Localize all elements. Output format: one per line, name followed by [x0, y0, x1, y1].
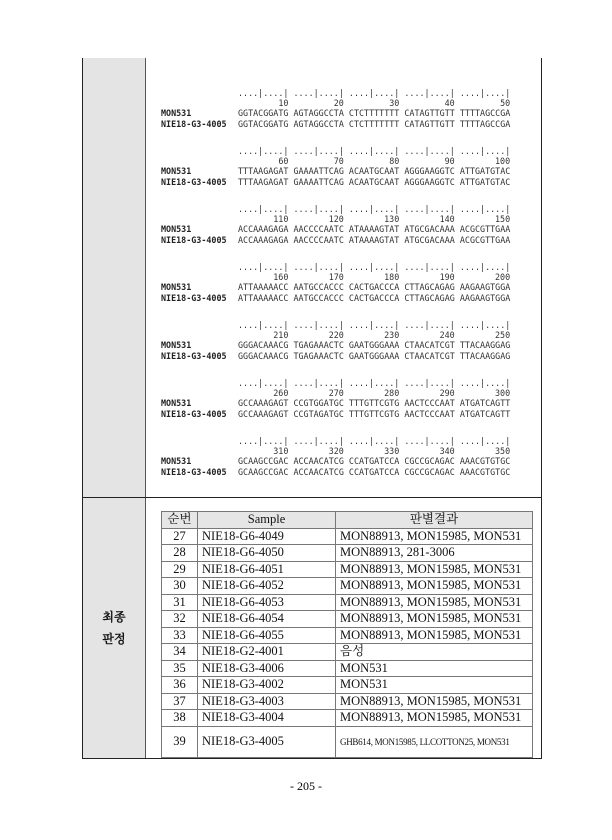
detection-result: MON88913, MON15985, MON531	[336, 710, 533, 727]
position-ruler: ....|....| ....|....| ....|....| ....|....| ....|....|	[238, 88, 511, 98]
position-tick: 210	[273, 330, 289, 340]
sequence-row: GCAAGCCGAC ACCAACATCG CCATGATCCA CGCCGCAGAC AAACGTGTGC	[238, 456, 511, 466]
position-ruler: ....|....| ....|....| ....|....| ....|....| ....|....|	[238, 262, 511, 272]
label-column	[83, 58, 146, 758]
position-tick: 340	[439, 446, 455, 456]
table-row	[162, 677, 533, 694]
table-row	[162, 710, 533, 727]
sequence-label: NIE18-G3-4005	[161, 293, 227, 303]
position-tick: 190	[439, 272, 455, 282]
sequence-row: TTTAAGAGAT GAAAATTCAG ACAATGCAAT AGGGAAGGTC ATTGATGTAC	[238, 177, 511, 187]
position-tick: 270	[328, 388, 344, 398]
detection-result: MON531	[336, 677, 533, 694]
detection-result: MON88913, MON15985, MON531	[336, 594, 533, 611]
position-tick: 90	[444, 156, 455, 166]
position-tick: 140	[439, 214, 455, 224]
sample-id: NIE18-G6-4052	[198, 578, 336, 595]
position-tick: 170	[328, 272, 344, 282]
sequence-row: ATTAAAAACC AATGCCACCC CACTGACCCA CTTAGCAGAG AAGAAGTGGA	[238, 282, 511, 292]
position-tick: 100	[495, 156, 511, 166]
sequence-row: ACCAAAGAGA AACCCCAATC ATAAAAGTAT ATGCGACAAA ACGCGTTGAA	[238, 235, 511, 245]
detection-result: MON88913, 281-3006	[336, 545, 533, 562]
header-result: 판별결과	[336, 512, 533, 529]
row-number: 34	[162, 644, 198, 661]
position-ruler: ....|....| ....|....| ....|....| ....|....| ....|....|	[238, 320, 511, 330]
table-row	[162, 545, 533, 562]
position-ruler: ....|....| ....|....| ....|....| ....|....| ....|....|	[238, 204, 511, 214]
sample-id: NIE18-G6-4049	[198, 528, 336, 545]
sample-id: NIE18-G3-4002	[198, 677, 336, 694]
sequence-label: MON531	[161, 108, 192, 118]
row-number: 36	[162, 677, 198, 694]
position-tick: 60	[278, 156, 289, 166]
table-row	[162, 644, 533, 661]
detection-result: MON88913, MON15985, MON531	[336, 528, 533, 545]
table-row	[162, 693, 533, 710]
sequence-row: GCCAAAGAGT CCGTAGATGC TTTGTTCGTG AACTCCCAAT ATGATCAGTT	[238, 409, 511, 419]
sequence-row: GGTACGGATG AGTAGGCCTA CTCTTTTTTT CATAGTTGTT TTTTAGCCGA	[238, 119, 511, 129]
row-number: 39	[162, 726, 198, 757]
position-tick: 310	[273, 446, 289, 456]
sample-id: NIE18-G6-4053	[198, 594, 336, 611]
sequence-row: GGGACAAACG TGAGAAACTC GAATGGGAAA CTAACATCGT TTACAAGGAG	[238, 340, 511, 350]
table-row	[162, 660, 533, 677]
row-number: 32	[162, 611, 198, 628]
position-tick: 30	[389, 98, 400, 108]
position-tick: 160	[273, 272, 289, 282]
sequence-label: MON531	[161, 456, 192, 466]
position-tick: 40	[444, 98, 455, 108]
detection-result: MON88913, MON15985, MON531	[336, 693, 533, 710]
header-sample: Sample	[198, 512, 336, 529]
final-verdict-label	[83, 606, 145, 650]
sequence-label: NIE18-G3-4005	[161, 119, 227, 129]
sequence-label: MON531	[161, 398, 192, 408]
table-header-row	[162, 512, 533, 529]
position-tick: 150	[495, 214, 511, 224]
sequence-row: GGTACGGATG AGTAGGCCTA CTCTTTTTTT CATAGTTGTT TTTTAGCCGA	[238, 108, 511, 118]
position-tick: 70	[333, 156, 344, 166]
position-tick: 130	[384, 214, 400, 224]
sample-id: NIE18-G3-4005	[198, 726, 336, 757]
table-row	[162, 578, 533, 595]
sample-id: NIE18-G3-4006	[198, 660, 336, 677]
position-tick: 230	[384, 330, 400, 340]
sample-id: NIE18-G6-4051	[198, 561, 336, 578]
row-number: 38	[162, 710, 198, 727]
table-row	[162, 561, 533, 578]
row-number: 29	[162, 561, 198, 578]
position-tick: 50	[500, 98, 511, 108]
position-tick: 10	[278, 98, 289, 108]
table-row	[162, 726, 533, 757]
sequence-row: GCCAAAGAGT CCGTGGATGC TTTGTTCGTG AACTCCCAAT ATGATCAGTT	[238, 398, 511, 408]
table-row	[162, 611, 533, 628]
position-tick: 180	[384, 272, 400, 282]
row-number: 30	[162, 578, 198, 595]
sample-id: NIE18-G6-4055	[198, 627, 336, 644]
detection-result: 음성	[336, 644, 533, 661]
sequence-row: ACCAAAGAGA AACCCCAATC ATAAAAGTAT ATGCGACAAA ACGCGTTGAA	[238, 224, 511, 234]
position-ruler: ....|....| ....|....| ....|....| ....|....| ....|....|	[238, 146, 511, 156]
sequence-label: MON531	[161, 166, 192, 176]
sequence-label: MON531	[161, 224, 192, 234]
position-tick: 120	[328, 214, 344, 224]
table-row	[162, 627, 533, 644]
position-tick: 280	[384, 388, 400, 398]
position-ruler: ....|....| ....|....| ....|....| ....|....| ....|....|	[238, 378, 511, 388]
row-number: 37	[162, 693, 198, 710]
position-tick: 350	[495, 446, 511, 456]
sequence-row: ATTAAAAACC AATGCCACCC CACTGACCCA CTTAGCAGAG AAGAAGTGGA	[238, 293, 511, 303]
row-number: 27	[162, 528, 198, 545]
results-table	[161, 511, 533, 758]
detection-result: MON88913, MON15985, MON531	[336, 578, 533, 595]
row-number: 33	[162, 627, 198, 644]
position-tick: 80	[389, 156, 400, 166]
detection-result: GHB614, MON15985, LLCOTTON25, MON531	[336, 726, 533, 757]
sequence-row: TTTAAGAGAT GAAAATTCAG ACAATGCAAT AGGGAAGGTC ATTGATGTAC	[238, 166, 511, 176]
header-no: 순번	[162, 512, 198, 529]
verdict-label-line: 최종	[102, 610, 126, 624]
position-tick: 320	[328, 446, 344, 456]
sequence-row: GGGACAAACG TGAGAAACTC GAATGGGAAA CTAACATCGT TTACAAGGAG	[238, 351, 511, 361]
position-tick: 260	[273, 388, 289, 398]
position-tick: 220	[328, 330, 344, 340]
verdict-label-line: 판정	[102, 632, 126, 646]
page-number: - 205 -	[290, 779, 322, 793]
position-tick: 240	[439, 330, 455, 340]
sequence-label: MON531	[161, 282, 192, 292]
position-tick: 200	[495, 272, 511, 282]
position-ruler: ....|....| ....|....| ....|....| ....|....| ....|....|	[238, 436, 511, 446]
table-row	[162, 528, 533, 545]
sequence-row: GCAAGCCGAC ACCAACATCG CCATGATCCA CGCCGCAGAC AAACGTGTGC	[238, 467, 511, 477]
position-tick: 110	[273, 214, 289, 224]
table-row	[162, 594, 533, 611]
position-tick: 20	[333, 98, 344, 108]
detection-result: MON88913, MON15985, MON531	[336, 611, 533, 628]
sample-id: NIE18-G6-4050	[198, 545, 336, 562]
sample-id: NIE18-G3-4004	[198, 710, 336, 727]
position-tick: 250	[495, 330, 511, 340]
sequence-label: NIE18-G3-4005	[161, 467, 227, 477]
row-divider	[83, 497, 541, 498]
sequence-label: NIE18-G3-4005	[161, 351, 227, 361]
result-box	[82, 58, 542, 759]
row-number: 35	[162, 660, 198, 677]
sequence-label: NIE18-G3-4005	[161, 177, 227, 187]
sample-id: NIE18-G2-4001	[198, 644, 336, 661]
row-number: 28	[162, 545, 198, 562]
detection-result: MON88913, MON15985, MON531	[336, 627, 533, 644]
sequence-label: NIE18-G3-4005	[161, 235, 227, 245]
detection-result: MON531	[336, 660, 533, 677]
sample-id: NIE18-G3-4003	[198, 693, 336, 710]
sample-id: NIE18-G6-4054	[198, 611, 336, 628]
position-tick: 290	[439, 388, 455, 398]
sequence-label: MON531	[161, 340, 192, 350]
row-number: 31	[162, 594, 198, 611]
position-tick: 330	[384, 446, 400, 456]
detection-result: MON88913, MON15985, MON531	[336, 561, 533, 578]
position-tick: 300	[495, 388, 511, 398]
sequence-label: NIE18-G3-4005	[161, 409, 227, 419]
